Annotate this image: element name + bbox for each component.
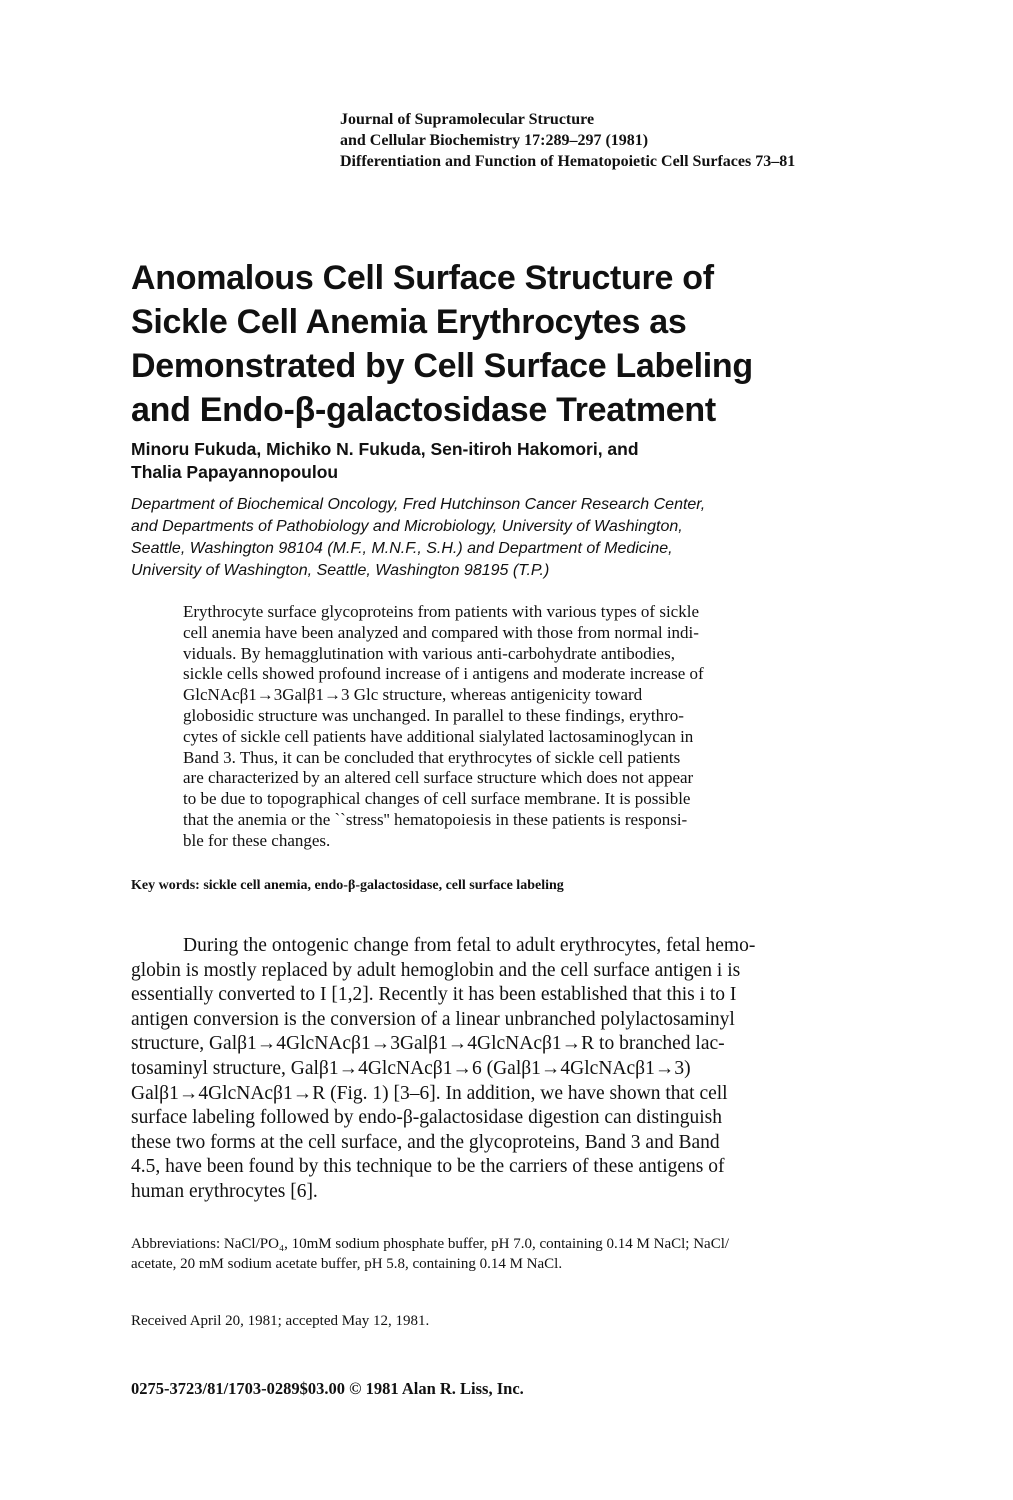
body-line: 4.5, have been found by this technique to be the carriers of these antigens of	[131, 1156, 725, 1178]
abbreviations-footnote	[131, 1234, 729, 1274]
abstract-line: viduals. By hemagglutination with various anti-carbohydrate antibodies,	[183, 643, 675, 663]
abbreviation-line: Abbreviations: NaCl/PO₄, 10mM sodium phosphate buffer, pH 7.0, containing 0.14 M NaCl; NaCl/	[131, 1236, 730, 1252]
abstract-line: GlcNAcβ1→3Galβ1→3 Glc structure, whereas antigenicity toward	[183, 685, 643, 705]
affiliation-line: University of Washington, Seattle, Washington 98195 (T.P.)	[131, 562, 550, 579]
affiliation-line: Department of Biochemical Oncology, Fred Hutchinson Cancer Research Center,	[131, 496, 706, 513]
journal-line: and Cellular Biochemistry 17:289–297 (1981)	[340, 132, 649, 149]
abstract-line: Erythrocyte surface glycoproteins from patients with various types of sickle	[183, 602, 699, 621]
body-line: surface labeling followed by endo-β-galactosidase digestion can distinguish	[131, 1107, 722, 1129]
abstract	[183, 602, 704, 852]
body-line: structure, Galβ1→4GlcNAcβ1→3Galβ1→4GlcNAcβ1→R to branched lac-	[131, 1033, 725, 1055]
journal-line: Differentiation and Function of Hematopoietic Cell Surfaces 73–81	[340, 153, 796, 170]
body-line: human erythrocytes [6].	[131, 1180, 318, 1202]
journal-line: Journal of Supramolecular Structure	[340, 111, 595, 128]
body-line: During the ontogenic change from fetal to adult erythrocytes, fetal hemo-	[183, 935, 756, 956]
abbreviation-line: acetate, 20 mM sodium acetate buffer, pH 5.8, containing 0.14 M NaCl.	[131, 1256, 563, 1272]
affiliations	[131, 494, 705, 582]
body-line: essentially converted to I [1,2]. Recently it has been established that this i to I	[131, 984, 737, 1006]
title-line: and Endo-β-galactosidase Treatment	[131, 391, 716, 429]
title-line: Sickle Cell Anemia Erythrocytes as	[131, 303, 687, 341]
abstract-line: globosidic structure was unchanged. In parallel to these findings, erythro-	[183, 705, 684, 725]
abstract-line: Band 3. Thus, it can be concluded that erythrocytes of sickle cell patients	[183, 747, 681, 767]
key-words: Key words: sickle cell anemia, endo-β-galactosidase, cell surface labeling	[131, 878, 564, 893]
abstract-line: cytes of sickle cell patients have additional sialylated lactosaminoglycan in	[183, 726, 694, 746]
abstract-line: sickle cells showed profound increase of i antigens and moderate increase of	[183, 664, 704, 684]
abstract-line: are characterized by an altered cell surface structure which does not appear	[183, 768, 694, 788]
body-line: these two forms at the cell surface, and the glycoproteins, Band 3 and Band	[131, 1131, 720, 1153]
body-line: antigen conversion is the conversion of a linear unbranched polylactosaminyl	[131, 1008, 735, 1030]
body-line: globin is mostly replaced by adult hemoglobin and the cell surface antigen i is	[131, 959, 741, 981]
abstract-line: to be due to topographical changes of cell surface membrane. It is possible	[183, 789, 691, 809]
journal-citation	[340, 109, 795, 172]
abstract-line: ble for these changes.	[183, 830, 331, 850]
author-line: Thalia Papayannopoulou	[131, 462, 339, 482]
article-title	[131, 256, 931, 432]
author-line: Minoru Fukuda, Michiko N. Fukuda, Sen-itiroh Hakomori, and	[131, 439, 639, 459]
title-line: Demonstrated by Cell Surface Labeling	[131, 347, 753, 385]
affiliation-line: and Departments of Pathobiology and Microbiology, University of Washington,	[131, 518, 683, 535]
body-text	[131, 934, 755, 1205]
affiliation-line: Seattle, Washington 98104 (M.F., M.N.F., S.H.) and Department of Medicine,	[131, 540, 673, 557]
abstract-line: that the anemia or the ``stress'' hematopoiesis in these patients is responsi-	[183, 809, 688, 829]
copyright-line: 0275-3723/81/1703-0289$03.00 © 1981 Alan R. Liss, Inc.	[131, 1379, 524, 1398]
body-line: tosaminyl structure, Galβ1→4GlcNAcβ1→6 (Galβ1→4GlcNAcβ1→3)	[131, 1057, 691, 1079]
title-line: Anomalous Cell Surface Structure of	[131, 259, 714, 297]
received-date: Received April 20, 1981; accepted May 12, 1981.	[131, 1313, 430, 1329]
abstract-line: cell anemia have been analyzed and compared with those from normal indi-	[183, 622, 699, 642]
body-line: Galβ1→4GlcNAcβ1→R (Fig. 1) [3–6]. In addition, we have shown that cell	[131, 1082, 728, 1104]
author-list	[131, 438, 639, 484]
